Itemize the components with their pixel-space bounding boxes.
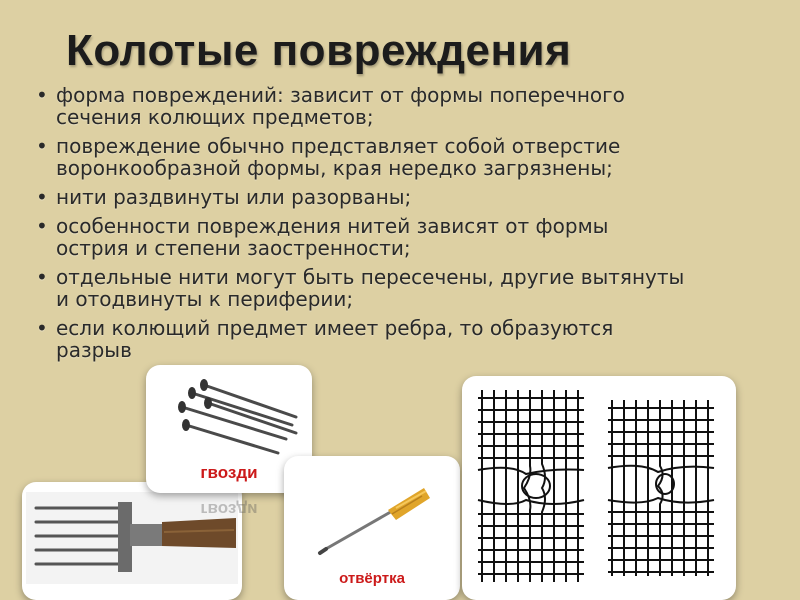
bullet-line: воронкообразной формы, края нередко загрязнены; [56, 156, 613, 180]
bullet-line: нити раздвинуты или разорваны; [56, 185, 412, 209]
bullet-line: повреждение обычно представляет собой отверстие [56, 134, 621, 158]
fabric-card [462, 376, 736, 600]
bullet-item [36, 317, 786, 361]
bullet-item [36, 186, 786, 208]
screwdriver-label: отвёртка [339, 570, 405, 587]
bullet-item [36, 266, 786, 310]
slide-title: Колотые повреждения [66, 26, 572, 75]
bullet-line: сечения колющих предметов; [56, 105, 374, 129]
screwdriver-card [284, 456, 460, 600]
bullet-line: и отодвинуты к периферии; [56, 287, 354, 311]
bullet-line: особенности повреждения нитей зависят от формы [56, 214, 609, 238]
bullet-item [36, 215, 786, 259]
nails-icon [146, 373, 312, 468]
bullet-line: отдельные нити могут быть пересечены, другие вытянуты [56, 265, 685, 289]
bullet-item [36, 135, 786, 179]
bullet-item [36, 84, 786, 128]
bullet-line: форма повреждений: зависит от формы поперечного [56, 83, 625, 107]
fabric-damage-icon [462, 376, 736, 596]
bullet-line: если колющий предмет имеет ребра, то образуются [56, 316, 614, 340]
nails-label-mirror: гвозди [200, 500, 258, 519]
bullet-list [36, 84, 786, 368]
bullet-line: разрыв [56, 338, 132, 362]
nails-label: гвозди [200, 463, 258, 482]
bullet-line: острия и степени заостренности; [56, 236, 411, 260]
screwdriver-icon [284, 466, 460, 566]
